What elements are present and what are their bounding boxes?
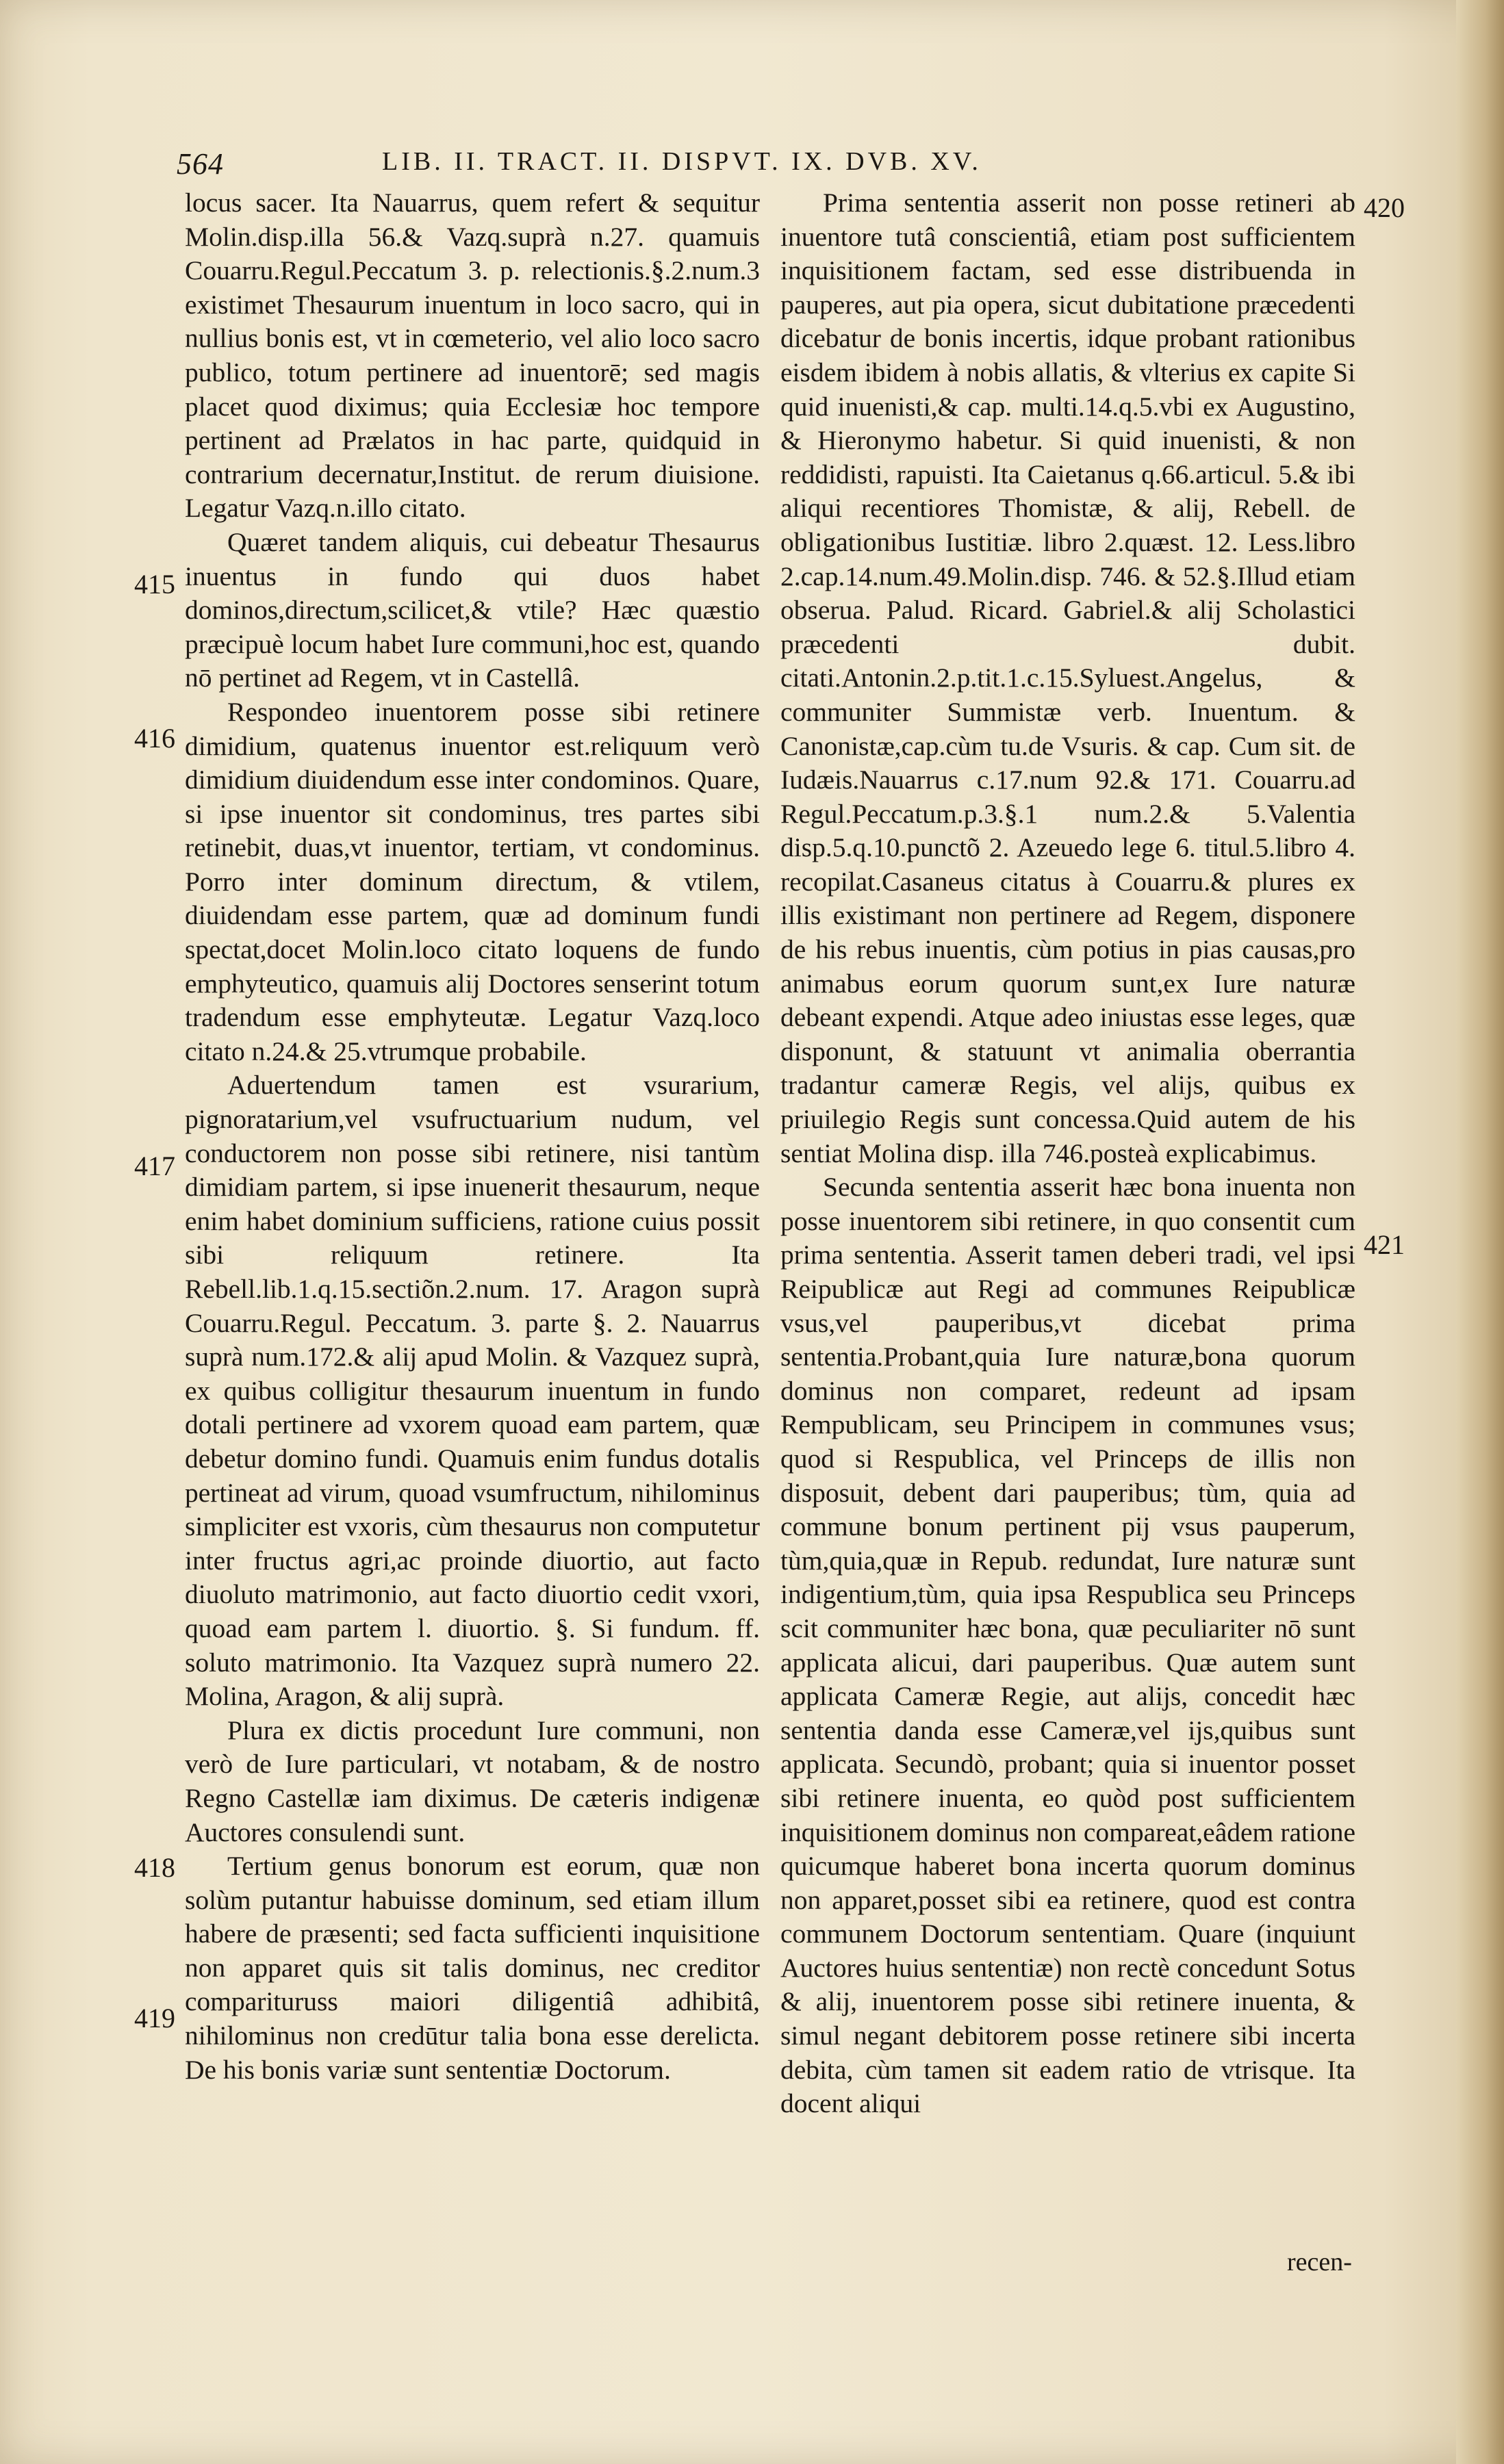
right-column <box>780 186 1355 2121</box>
margin-number: 418 <box>134 1852 175 1883</box>
book-spine-edge <box>1456 0 1504 2464</box>
paragraph: Respondeo inuentorem posse sibi retinere dimidium, quatenus inuentor est.reliquum verò dimidium diuidendum esse inter condominos. Quare, si ipse inuentor sit condominus, tres partes sibi retinebit, duas,vt inuentor, tertiam, vt condominus. Porro inter dominum directum, & vtilem, diuidendam esse partem, quæ ad dominum fundi spectat,docet Molin.loco citato loquens de fundo emphyteutico, quamuis alij Doctores senserint totum tradendum esse emphyteutæ. Legatur Vazq.loco citato n.24.& 25.vtrumque probabile. <box>185 696 760 1066</box>
margin-number: 417 <box>134 1151 175 1181</box>
margin-number: 415 <box>134 569 175 600</box>
paragraph: Prima sententia asserit non posse retineri ab inuentore tutâ conscientiâ, etiam post sufficientem inquisitionem factam, sed esse distribuenda in pauperes, aut pia opera, sicut dubitatione præcedenti dicebatur de bonis incertis, idque probant rationibus eisdem ibidem à nobis allatis, & vlterius ex capite Si quid inuenisti,& cap. multi.14.q.5.vbi ex Augustino, & Hieronymo habetur. Si quid inuenisti, & non reddidisti, rapuisti. Ita Caietanus q.66.articul. 5.& ibi aliqui recentiores Thomistæ, & alij, Rebell. de obligationibus Iustitiæ. libro 2.quæst. 12. Less.libro 2.cap.14.num.49.Molin.disp. 746. & 52.§.Illud etiam obserua. Palud. Ricard. Gabriel.& alij Scholastici præcedenti dubit. citati.Antonin.2.p.tit.1.c.15.Syluest.Angelus, & communiter Summistæ verb. Inuentum. & Canonistæ,cap.cùm tu.de Vsuris. & cap. Cum sit. de Iudæis.Nauarrus c.17.num 92.& 171. Couarru.ad Regul.Peccatum.p.3.§.1 num.2.& 5.Valentia disp.5.q.10.punctõ 2. Azeuedo lege 6. titul.5.libro 4. recopilat.Casaneus citatus à Couarru.& plures ex illis existimant non pertinere ad Regem, disponere de his rebus inuentis, cùm potius in pias causas,pro animabus eorum quorum sunt,ex Iure naturæ debeant expendi. Atque adeo iniustas esse leges, quæ disponunt, & statuunt vt animalia oberrantia tradantur cameræ Regis, vel alijs, quibus ex priuilegio Regis sunt concessa.Quid autem de his sentiat Molina disp. illa 746.posteà explicabimus. <box>780 188 1355 1168</box>
catchword: recen- <box>1287 2248 1352 2276</box>
running-title: LIB. II. TRACT. II. DISPVT. IX. DVB. XV. <box>382 147 982 176</box>
paragraph: Plura ex dictis procedunt Iure communi, non verò de Iure particulari, vt notabam, & de nostro Regno Castellæ iam diximus. De cæteris indigenæ Auctores consulendi sunt. <box>185 1715 760 1847</box>
paragraph: Tertium genus bonorum est eorum, quæ non solùm putantur habuisse dominum, sed etiam illum habere de præsenti; sed facta sufficienti inquisitione non apparet quis sit talis dominus, nec creditor comparituruss maiori diligentiâ adhibitâ, nihilominus non credūtur talia bona esse derelicta. De his bonis variæ sunt sententiæ Doctorum. <box>185 1851 760 2085</box>
paragraph: Quæret tandem aliquis, cui debeatur Thesaurus inuentus in fundo qui duos habet dominos,directum,scilicet,& vtile? Hæc quæstio præcipuè locum habet Iure communi,hoc est, quando nō pertinet ad Regem, vt in Castellâ. <box>185 526 760 693</box>
paragraph: Aduertendum tamen est vsurarium, pignoratarium,vel vsufructuarium nudum, vel conductorem non posse sibi retinere, nisi tantùm dimidiam partem, si ipse inuenerit thesaurum, neque enim habet dominium sufficiens, ratione cuius possit sibi reliquum retinere. Ita Rebell.lib.1.q.15.sectiõn.2.num. 17. Aragon suprà Couarru.Regul. Peccatum. 3. parte §. 2. Nauarrus suprà num.172.& alij apud Molin. & Vazquez suprà, ex quibus colligitur thesaurum inuentum in fundo dotali pertinere ad vxorem quoad eam partem, quæ debetur domino fundi. Quamuis enim fundus dotalis pertineat ad virum, quoad vsumfructum, nihilominus simpliciter est vxoris, cùm thesaurus non computetur inter fructus agri,ac proinde diuortio, aut facto diuoluto matrimonio, aut facto diuortio cedit vxori, quoad eam partem l. diuortio. §. Si fundum. ff. soluto matrimonio. Ita Vazquez suprà numero 22. Molina, Aragon, & alij suprà. <box>185 1070 760 1712</box>
left-column <box>185 186 760 2087</box>
margin-number: 421 <box>1364 1229 1405 1260</box>
paragraph: Secunda sententia asserit hæc bona inuenta non posse inuentorem sibi retinere, in quo consentit cum prima sententia. Asserit tamen deberi tradi, vel ipsi Reipublicæ aut Regi ad communes Reipublicæ vsus,vel pauperibus,vt dicebat prima sententia.Probant,quia Iure naturæ,bona quorum dominus non comparet, redeunt ad ipsam Rempublicam, seu Principem in communes vsus; quod si Respublica, vel Princeps de illis non disposuit, debent dari pauperibus; tùm, quia ad commune bonum pertinent pij vsus pauperum, tùm,quia,quæ in Repub. redundat, Iure naturæ sunt indigentium,tùm, quia ipsa Respublica seu Princeps scit communiter hæc bona, quæ peculiariter nō sunt applicata alicui, dari pauperibus. Quæ autem sunt applicata Cameræ Regie, aut alijs, concedit hæc sententia danda esse Cameræ,vel ijs,quibus sunt applicata. Secundò, probant; quia si inuentor posset sibi retinere inuenta, eo quòd post sufficientem inquisitionem dominus non compareat,eâdem ratione quicumque haberet bona incerta quorum dominus non apparet,posset sibi ea retinere, quod est contra communem Doctorum sententiam. Quare (inquiunt Auctores huius sententiæ) non rectè concedunt Sotus & alij, inuentorem posse sibi retinere inuenta, & simul negant debitorem posse retinere sibi incerta debita, cùm tamen sit eadem ratio de vtrisque. Ita docent aliqui <box>780 1172 1355 2119</box>
paragraph: locus sacer. Ita Nauarrus, quem refert & sequitur Molin.disp.illa 56.& Vazq.suprà n.27. quamuis Couarru.Regul.Peccatum 3. p. relectionis.§.2.num.3 existimet Thesaurum inuentum in loco sacro, qui in nullius bonis est, vt in cœmeterio, vel alio loco sacro publico, totum pertinere ad inuentorē; sed magis placet quod diximus; quia Ecclesiæ hoc tempore pertinent ad Prælatos in hac parte, quidquid in contrarium decernatur,Institut. de rerum diuisione. Legatur Vazq.n.illo citato. <box>185 188 760 524</box>
margin-number: 419 <box>134 2003 175 2033</box>
page-number: 564 <box>177 147 224 181</box>
margin-number: 420 <box>1364 192 1405 223</box>
margin-number: 416 <box>134 723 175 754</box>
